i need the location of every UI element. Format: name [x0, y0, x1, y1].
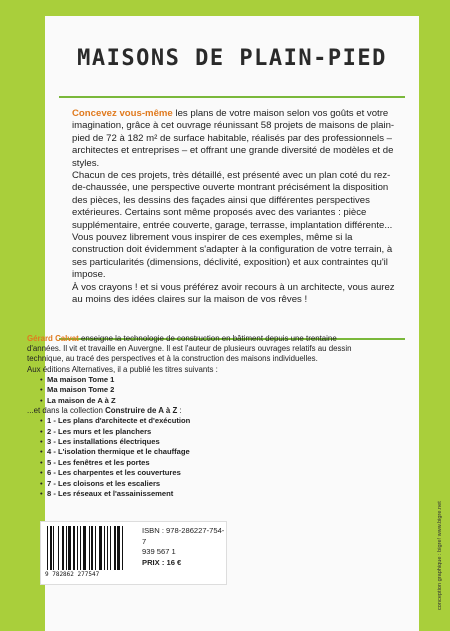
works-list: [35, 375, 355, 406]
bullet-icon: •: [40, 457, 43, 467]
collection-item: [35, 479, 355, 489]
author-bio-text: enseigne la technologie de construction en bâtiment depuis une trentaine d'années. Il vit et travaille en Auvergne. Il est l'auteur de plusieurs ouvrages relatifs au dessin technique, au tracé des perspectives et à la construction des maisons individuelles.: [27, 334, 352, 364]
bullet-icon: •: [40, 489, 43, 499]
collection-suffix: :: [177, 406, 182, 416]
collection-title: 1 - Les plans d'architecte et d'exécution: [47, 416, 191, 426]
work-item: [35, 396, 355, 406]
description-paragraph-4: À vos crayons ! et si vous préférez avoir recours à un architecte, vous aurez au moins des idées claires sur la maison de vos rêves !: [72, 281, 395, 306]
author-bio: [27, 334, 355, 499]
bullet-icon: •: [40, 426, 43, 436]
description-paragraph-3: Vous pouvez librement vous inspirer de ces exemples, même si la construction doit évidemment s'adapter à la configuration de votre terrain, à ses particularités (dimensions, déclivité, exposition) et aux contraintes qu'il impose.: [72, 232, 393, 281]
bullet-icon: •: [40, 468, 43, 478]
work-title: Ma maison Tome 2: [47, 385, 115, 395]
collection-title: 3 - Les installations électriques: [47, 437, 160, 447]
barcode-block: [40, 521, 227, 585]
work-item: [35, 375, 355, 385]
collection-title: 2 - Les murs et les planchers: [47, 426, 152, 436]
collection-intro: [27, 406, 355, 416]
author-paragraph: [27, 334, 355, 365]
collection-item: [35, 427, 355, 437]
design-credits: conception graphique : bigre! www.bigre.net: [437, 501, 443, 610]
isbn: ISBN : 978-286227-754-7: [142, 526, 225, 546]
published-intro: Aux éditions Alternatives, il a publié les titres suivants :: [27, 364, 218, 374]
bullet-icon: •: [40, 447, 43, 457]
bullet-icon: •: [40, 395, 43, 405]
collection-item: [35, 416, 355, 426]
work-title: Ma maison Tome 1: [47, 374, 115, 384]
collection-title: 7 - Les cloisons et les escaliers: [47, 478, 161, 488]
top-divider: [59, 96, 405, 98]
barcode-number: 9 782862 277547: [45, 571, 100, 578]
author-name: Gérard Calvat: [27, 334, 79, 343]
book-title: MAISONS DE PLAIN-PIED: [77, 46, 387, 71]
collection-item: [35, 468, 355, 478]
bullet-icon: •: [40, 385, 43, 395]
description-lead: Concevez vous-même: [72, 108, 173, 119]
product-code: 939 567 1: [142, 547, 176, 556]
collection-item: [35, 458, 355, 468]
collection-item: [35, 489, 355, 499]
bullet-icon: •: [40, 437, 43, 447]
collection-title: 6 - Les charpentes et les couvertures: [47, 468, 181, 478]
collection-name: Construire de A à Z: [105, 406, 178, 416]
bullet-icon: •: [40, 374, 43, 384]
collection-item: [35, 437, 355, 447]
barcode-icon: [47, 526, 135, 570]
work-title: La maison de A à Z: [47, 395, 116, 405]
collection-title: 4 - L'isolation thermique et le chauffage: [47, 447, 190, 457]
price: PRIX : 16 €: [142, 557, 182, 567]
collection-list: [35, 416, 355, 499]
bullet-icon: •: [40, 416, 43, 426]
description-paragraph-2: Chacun de ces projets, très détaillé, est présenté avec un plan coté du rez-de-chaussée, une perspective ouverte montrant précisément la disposition des pièces, les dessins des façades ainsi que différentes perspectives extérieures. Certains sont même proposés avec des variantes : pièce supplémentaire, entrée couverte, garage, terrasse, implantation différente...: [72, 170, 393, 231]
description-paragraph-1: [72, 108, 397, 170]
isbn-info: [142, 526, 226, 568]
description-p1-text: les plans de votre maison selon vos goûts et votre imagination, grâce à cet ouvrage réunissant 58 projets de maisons de plain-pied de 72 à 182 m² de surface habitable, réalisés par des professionnels – architectes et entreprises – et offrant une grande diversité de modèles et de styles.: [72, 108, 395, 169]
work-item: [35, 385, 355, 395]
collection-item: [35, 447, 355, 457]
collection-title: 5 - Les fenêtres et les portes: [47, 457, 150, 467]
collection-intro-text: ...et dans la collection: [27, 406, 106, 416]
description: [72, 108, 397, 307]
bullet-icon: •: [40, 478, 43, 488]
collection-title: 8 - Les réseaux et l'assainissement: [47, 489, 174, 499]
